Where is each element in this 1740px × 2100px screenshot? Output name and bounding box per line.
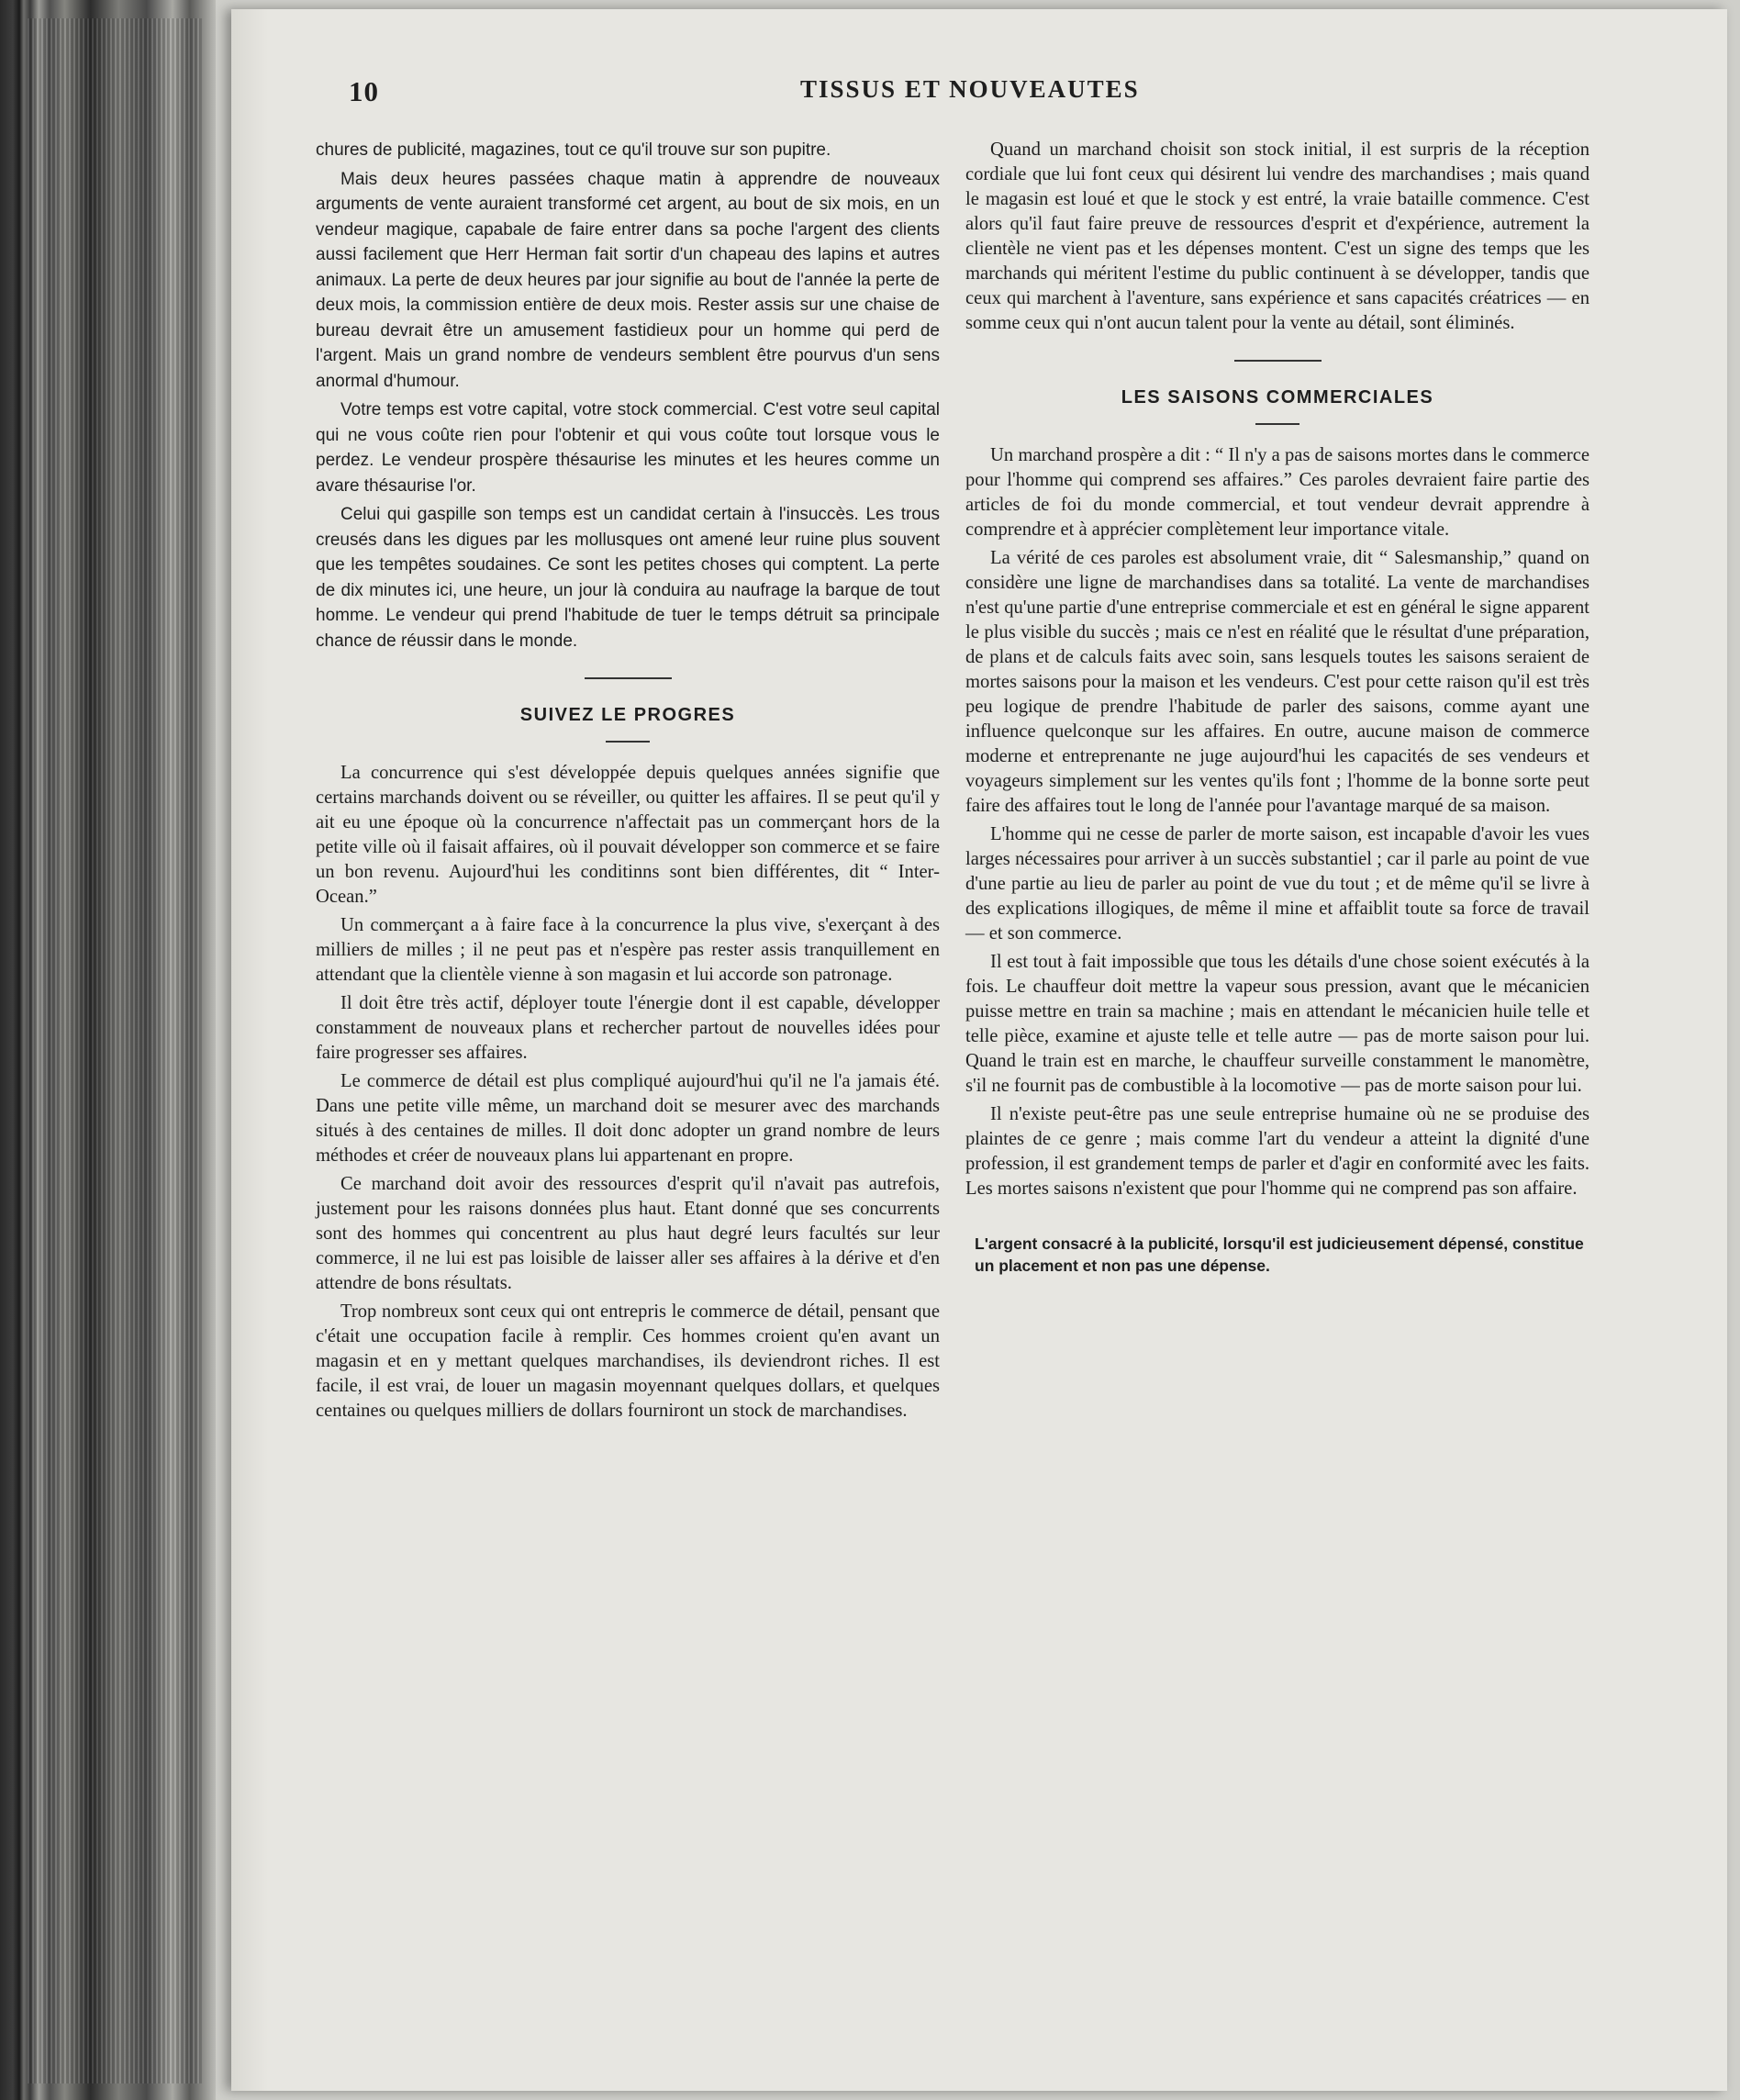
paragraph: Il n'existe peut-être pas une seule entreprise humaine où ne se produise des plaintes de ce genre ; mais comme l'art du vendeur a atteint la dignité d'une profession, il est grandement temps de parler et d'agir en conformité avec les faits. Les mortes saisons n'existent que pour l'homme qui ne comprend pas son affaire. [965,1104,1589,1199]
paragraph: Un marchand prospère a dit : “ Il n'y a pas de saisons mortes dans le commerce pour l'homme qui comprend ses affaires.” Ces paroles devraient faire partie des articles de foi du monde commercial, et tout vendeur devrait apprendre à comprendre et à apprécier complètement leur importance vitale. [965,445,1589,540]
section-heading: LES SAISONS COMMERCIALES [1121,387,1434,408]
paragraph: La vérité de ces paroles est absolument vraie, dit “ Salesmanship,” quand on considère une ligne de marchandises dans sa totalité. La vente de marchandises n'est qu'une partie d'une entreprise commerciale et est en général le signe apparent le plus visible du succès ; mais ce n'est en réalité que le résultat d'une préparation, de plans et de calculs faits avec soin, sans lesquels toutes les saisons seraient de mortes saisons pour la maison et les vendeurs. C'est pour cette raison qu'il est très peu logique de prendre l'habitude de parler des saisons, comme ayant une influence quelconque sur les affaires. En outre, aucune maison de commerce moderne et entreprenante ne juge aujourd'hui les capacités de ses vendeurs et voyageurs simplement sur les ventes qu'ils font ; l'homme de la bonne sorte peut faire des affaires tout le long de l'année pour l'avantage marqué de sa maison. [965,548,1589,816]
section-divider [1234,360,1322,362]
paragraph: L'homme qui ne cesse de parler de morte saison, est incapable d'avoir les vues larges nécessaires pour arriver à un succès substantiel ; car il parle au point de vue d'une partie au lieu de parler au point de vue du tout ; et de même qu'il se livre à des explications illogiques, de même il mine et affaiblit toute sa force de travail — et son commerce. [965,824,1589,944]
paragraph: Votre temps est votre capital, votre stock commercial. C'est votre seul capital qui ne vous coûte rien pour l'obtenir et qui vous coûte tout lorsque vous le perdez. Le vendeur prospère thésaurise les minutes et les heures comme un avare thésaurise l'or. [316,400,940,496]
paragraph: Un commerçant a à faire face à la concurrence la plus vive, s'exerçant à des milliers de milles ; il ne peut pas et n'espère pas rester assis tranquillement en attendant que la clientèle vienne à son magasin et lui accorde son patronage. [316,915,940,985]
paragraph: Le commerce de détail est plus compliqué aujourd'hui qu'il ne l'a jamais été. Dans une petite ville même, un marchand doit se mesurer avec des marchands situés à des centaines de milles. Il doit donc adopter un grand nombre de leurs méthodes et créer de nouveaux plans lui appartenant en propre. [316,1071,940,1166]
book-page [231,9,1727,2091]
paragraph: chures de publicité, magazines, tout ce qu'il trouve sur son pupitre. [316,140,831,160]
left-column [316,138,940,1427]
running-head: TISSUS ET NOUVEAUTES [800,75,1140,103]
paragraph: Celui qui gaspille son temps est un candidat certain à l'insuccès. Les trous creusés dans les digues par les mollusques ont amené leur ruine plus souvent que les tempêtes soudaines. Ce sont les petites choses qui comptent. La perte de dix minutes ici, une heure, un jour là conduira au naufrage la barque de tout homme. Le vendeur qui prend l'habitude de tuer le temps détruit sa principale chance de réussir dans le monde. [316,505,940,651]
paragraph: La concurrence qui s'est développée depuis quelques années signifie que certains marchands doivent ou se réveiller, ou quitter les affaires. Il se peut qu'il y ait eu une époque où la concurrence n'affectait pas un commerçant hors de la petite ville où il faisait affaires, où il pouvait développer son commerce et se faire un bon revenu. Aujourd'hui les conditinns sont bien différentes, dit “ Inter-Ocean.” [316,763,940,907]
paragraph: Il est tout à fait impossible que tous les détails d'une chose soient exécutés à la fois. Le chauffeur doit mettre la vapeur sous pression, avant que le mécanicien puisse mettre en train sa machine ; mais en attendant le mécanicien huile telle et telle pièce, examine et ajuste telle et telle autre — pas de morte saison pour lui. Quand le train est en marche, le chauffeur surveille constamment le manomètre, s'il ne fournit pas de combustible à la locomotive — pas de morte saison pour lui. [965,952,1589,1096]
page-stack-edges [28,18,202,2083]
section-divider [585,677,672,679]
page-gutter-shadow [231,9,268,2091]
paragraph: Trop nombreux sont ceux qui ont entrepris le commerce de détail, pensant que c'était une occupation facile à remplir. Ces hommes croient qu'en avant un magasin et en y mettant quelques marchandises, ils deviendront riches. Il est facile, il est vrai, de louer un magasin moyennant quelques dollars, et quelques centaines ou quelques milliers de dollars fourniront un stock de marchandises. [316,1301,940,1421]
paragraph: Quand un marchand choisit son stock initial, il est surpris de la réception cordiale que lui font ceux qui désirent lui vendre des marchandises ; mais quand le magasin est loué et que le stock y est entré, la vraie bataille commence. C'est alors qu'il faut faire preuve de ressources d'esprit et d'expérience, autrement la clientèle ne vient pas et les dépenses montent. C'est un signe des temps que les marchands qui méritent l'estime du public continuent à se développer, tandis que ceux qui marchent à l'aventure, sans expérience et sans capacités créatrices — en somme ceux qui n'ont aucun talent pour la vente au détail, sont éliminés. [965,140,1589,333]
right-column [965,138,1589,1277]
page-number: 10 [349,75,379,107]
paragraph: Ce marchand doit avoir des ressources d'esprit qu'il n'avait pas autrefois, justement pour les raisons données plus haut. Etant donné que ses concurrents sont des hommes qui concentrent au plus haut degré leurs facultés sur leur commerce, il ne lui est pas loisible de laisser aller ses affaires à la dérive et d'en attendre de bons résultats. [316,1174,940,1293]
paragraph: Il doit être très actif, déployer toute l'énergie dont il est capable, développer constamment de nouveaux plans et rechercher partout de nouvelles idées pour faire progresser ses affaires. [316,993,940,1063]
book-spine [0,0,216,2100]
paragraph: Mais deux heures passées chaque matin à apprendre de nouveaux arguments de vente auraient transformé cet argent, au bout de six mois, en un vendeur magique, capabale de faire entrer dans sa poche l'argent des clients aussi facilement que Herr Herman fait sortir d'un chapeau des lapins et autres animaux. La perte de deux heures par jour signifie au bout de l'année la perte de deux mois, la commission entière de deux mois. Rester assis sur une chaise de bureau devrait être un amusement fastidieux pour un homme qui perd de l'argent. Mais un grand nombre de vendeurs semblent être pourvus d'un sens anormal d'humour. [316,169,940,391]
heading-underline [606,741,650,743]
closing-note: L'argent consacré à la publicité, lorsqu'il est judicieusement dépensé, constitue un placement et non pas une dépense. [975,1234,1584,1275]
section-heading: SUIVEZ LE PROGRES [519,705,736,725]
heading-underline [1255,423,1299,425]
